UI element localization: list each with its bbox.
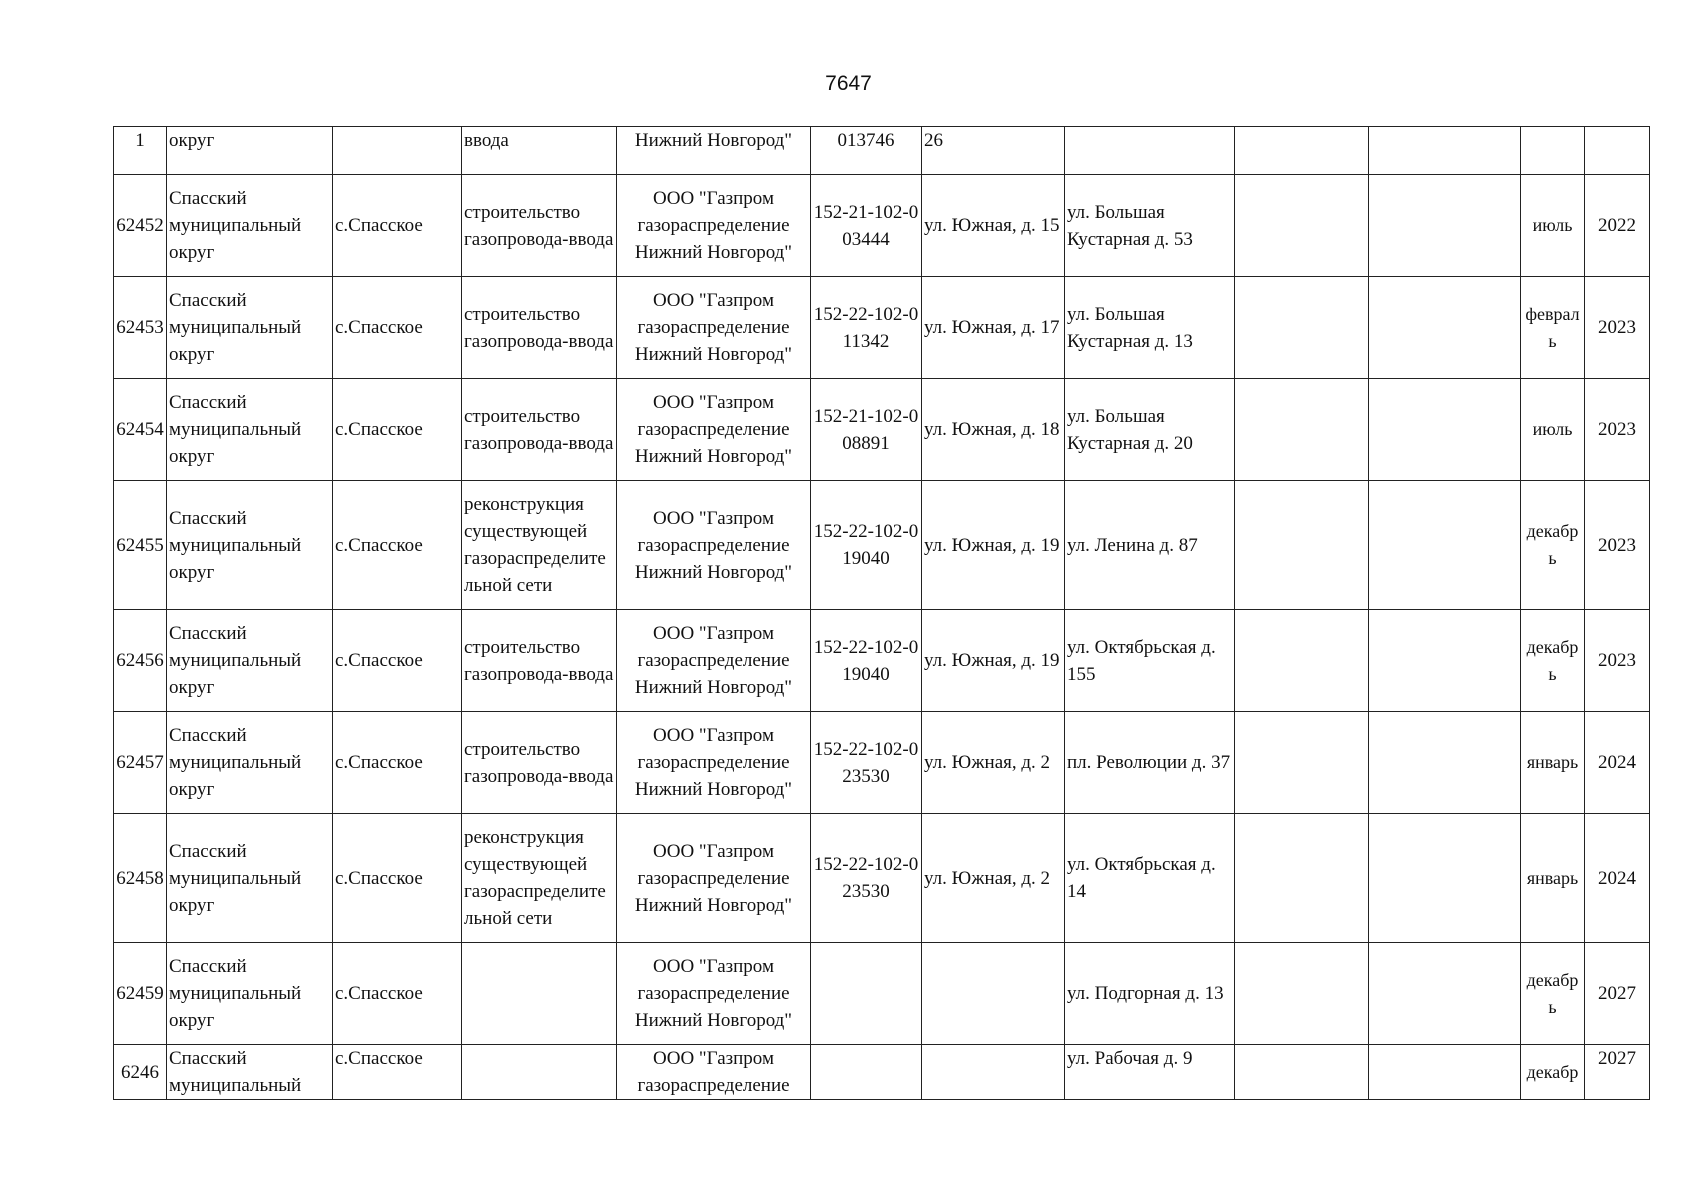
district-cell: Спасский муниципальный	[167, 1045, 333, 1100]
table-row	[114, 127, 1650, 175]
extra-cell-2	[1369, 1045, 1521, 1100]
table-row	[114, 1045, 1650, 1100]
table-row	[114, 481, 1650, 610]
organization-cell: ООО "Газпром газораспределение Нижний Новгород"	[617, 943, 811, 1045]
extra-cell-1	[1235, 379, 1369, 481]
work-type-cell: строительство газопровода-ввода	[462, 175, 617, 277]
month-cell: июль	[1521, 379, 1585, 481]
locality-cell: с.Спасское	[333, 610, 462, 712]
organization-cell: ООО "Газпром газораспределение Нижний Новгород"	[617, 277, 811, 379]
extra-cell-2	[1369, 277, 1521, 379]
extra-cell-1	[1235, 1045, 1369, 1100]
year-cell: 2024	[1585, 814, 1650, 943]
tech-conditions-cell: 152-21-102-003444	[811, 175, 922, 277]
month-cell: декабрь	[1521, 481, 1585, 610]
page-number: 7647	[825, 72, 872, 95]
tech-conditions-cell	[811, 943, 922, 1045]
extra-cell-1	[1235, 712, 1369, 814]
year-cell: 2022	[1585, 175, 1650, 277]
locality-cell: с.Спасское	[333, 943, 462, 1045]
table-row	[114, 277, 1650, 379]
district-cell: Спасский муниципальный округ	[167, 814, 333, 943]
address-from-cell: ул. Южная, д. 19	[922, 610, 1065, 712]
locality-cell: с.Спасское	[333, 1045, 462, 1100]
address-from-cell: ул. Южная, д. 19	[922, 481, 1065, 610]
extra-cell-2	[1369, 943, 1521, 1045]
address-to-cell: ул. Большая Кустарная д. 20	[1065, 379, 1235, 481]
year-cell: 2023	[1585, 481, 1650, 610]
month-cell	[1521, 127, 1585, 175]
address-to-cell: ул. Ленина д. 87	[1065, 481, 1235, 610]
address-from-cell: ул. Южная, д. 2	[922, 814, 1065, 943]
organization-cell: Нижний Новгород"	[617, 127, 811, 175]
year-cell: 2024	[1585, 712, 1650, 814]
locality-cell: с.Спасское	[333, 814, 462, 943]
extra-cell-1	[1235, 814, 1369, 943]
work-type-cell: ввода	[462, 127, 617, 175]
address-to-cell: ул. Большая Кустарная д. 13	[1065, 277, 1235, 379]
tech-conditions-cell: 152-22-102-019040	[811, 481, 922, 610]
district-cell: Спасский муниципальный округ	[167, 481, 333, 610]
tech-conditions-cell: 152-22-102-023530	[811, 712, 922, 814]
tech-conditions-cell: 152-22-102-023530	[811, 814, 922, 943]
district-cell: округ	[167, 127, 333, 175]
row-number: 62458	[114, 814, 167, 943]
locality-cell: с.Спасское	[333, 481, 462, 610]
address-from-cell: 26	[922, 127, 1065, 175]
locality-cell	[333, 127, 462, 175]
month-cell: январь	[1521, 814, 1585, 943]
address-from-cell: ул. Южная, д. 2	[922, 712, 1065, 814]
table-row	[114, 379, 1650, 481]
row-number: 62454	[114, 379, 167, 481]
organization-cell: ООО "Газпром газораспределение Нижний Новгород"	[617, 175, 811, 277]
row-number: 62459	[114, 943, 167, 1045]
address-from-cell	[922, 1045, 1065, 1100]
extra-cell-2	[1369, 814, 1521, 943]
month-cell: декабр	[1521, 1045, 1585, 1100]
row-number: 6246	[114, 1045, 167, 1100]
organization-cell: ООО "Газпром газораспределение Нижний Новгород"	[617, 379, 811, 481]
work-type-cell: реконструкция существующей газораспределительной сети	[462, 481, 617, 610]
district-cell: Спасский муниципальный округ	[167, 610, 333, 712]
extra-cell-1	[1235, 610, 1369, 712]
row-number: 62456	[114, 610, 167, 712]
tech-conditions-cell: 152-22-102-011342	[811, 277, 922, 379]
extra-cell-1	[1235, 481, 1369, 610]
extra-cell-1	[1235, 127, 1369, 175]
extra-cell-2	[1369, 127, 1521, 175]
extra-cell-2	[1369, 379, 1521, 481]
month-cell: февраль	[1521, 277, 1585, 379]
work-type-cell	[462, 1045, 617, 1100]
address-to-cell	[1065, 127, 1235, 175]
year-cell: 2027	[1585, 1045, 1650, 1100]
month-cell: декабрь	[1521, 943, 1585, 1045]
year-cell: 2023	[1585, 379, 1650, 481]
data-table	[113, 126, 1650, 1100]
month-cell: январь	[1521, 712, 1585, 814]
row-number: 1	[114, 127, 167, 175]
organization-cell: ООО "Газпром газораспределение	[617, 1045, 811, 1100]
extra-cell-2	[1369, 175, 1521, 277]
district-cell: Спасский муниципальный округ	[167, 379, 333, 481]
year-cell: 2027	[1585, 943, 1650, 1045]
address-to-cell: ул. Рабочая д. 9	[1065, 1045, 1235, 1100]
table-row	[114, 943, 1650, 1045]
work-type-cell: строительство газопровода-ввода	[462, 610, 617, 712]
address-to-cell: ул. Октябрьская д. 14	[1065, 814, 1235, 943]
work-type-cell: реконструкция существующей газораспределительной сети	[462, 814, 617, 943]
district-cell: Спасский муниципальный округ	[167, 175, 333, 277]
address-to-cell: ул. Подгорная д. 13	[1065, 943, 1235, 1045]
district-cell: Спасский муниципальный округ	[167, 712, 333, 814]
row-number: 62455	[114, 481, 167, 610]
organization-cell: ООО "Газпром газораспределение Нижний Новгород"	[617, 712, 811, 814]
year-cell: 2023	[1585, 610, 1650, 712]
row-number: 62457	[114, 712, 167, 814]
address-to-cell: ул. Большая Кустарная д. 53	[1065, 175, 1235, 277]
year-cell	[1585, 127, 1650, 175]
row-number: 62453	[114, 277, 167, 379]
year-cell: 2023	[1585, 277, 1650, 379]
extra-cell-2	[1369, 712, 1521, 814]
table-row	[114, 814, 1650, 943]
month-cell: декабрь	[1521, 610, 1585, 712]
locality-cell: с.Спасское	[333, 175, 462, 277]
table-row	[114, 610, 1650, 712]
district-cell: Спасский муниципальный округ	[167, 943, 333, 1045]
table-row	[114, 712, 1650, 814]
extra-cell-1	[1235, 943, 1369, 1045]
address-to-cell: ул. Октябрьская д. 155	[1065, 610, 1235, 712]
work-type-cell: строительство газопровода-ввода	[462, 379, 617, 481]
extra-cell-2	[1369, 481, 1521, 610]
table-row	[114, 175, 1650, 277]
work-type-cell	[462, 943, 617, 1045]
row-number: 62452	[114, 175, 167, 277]
tech-conditions-cell: 152-22-102-019040	[811, 610, 922, 712]
locality-cell: с.Спасское	[333, 277, 462, 379]
address-from-cell: ул. Южная, д. 18	[922, 379, 1065, 481]
work-type-cell: строительство газопровода-ввода	[462, 712, 617, 814]
extra-cell-1	[1235, 277, 1369, 379]
locality-cell: с.Спасское	[333, 379, 462, 481]
tech-conditions-cell	[811, 1045, 922, 1100]
address-from-cell: ул. Южная, д. 17	[922, 277, 1065, 379]
organization-cell: ООО "Газпром газораспределение Нижний Новгород"	[617, 481, 811, 610]
organization-cell: ООО "Газпром газораспределение Нижний Новгород"	[617, 814, 811, 943]
locality-cell: с.Спасское	[333, 712, 462, 814]
tech-conditions-cell: 013746	[811, 127, 922, 175]
address-from-cell	[922, 943, 1065, 1045]
district-cell: Спасский муниципальный округ	[167, 277, 333, 379]
address-from-cell: ул. Южная, д. 15	[922, 175, 1065, 277]
month-cell: июль	[1521, 175, 1585, 277]
tech-conditions-cell: 152-21-102-008891	[811, 379, 922, 481]
organization-cell: ООО "Газпром газораспределение Нижний Новгород"	[617, 610, 811, 712]
address-to-cell: пл. Революции д. 37	[1065, 712, 1235, 814]
extra-cell-1	[1235, 175, 1369, 277]
work-type-cell: строительство газопровода-ввода	[462, 277, 617, 379]
extra-cell-2	[1369, 610, 1521, 712]
